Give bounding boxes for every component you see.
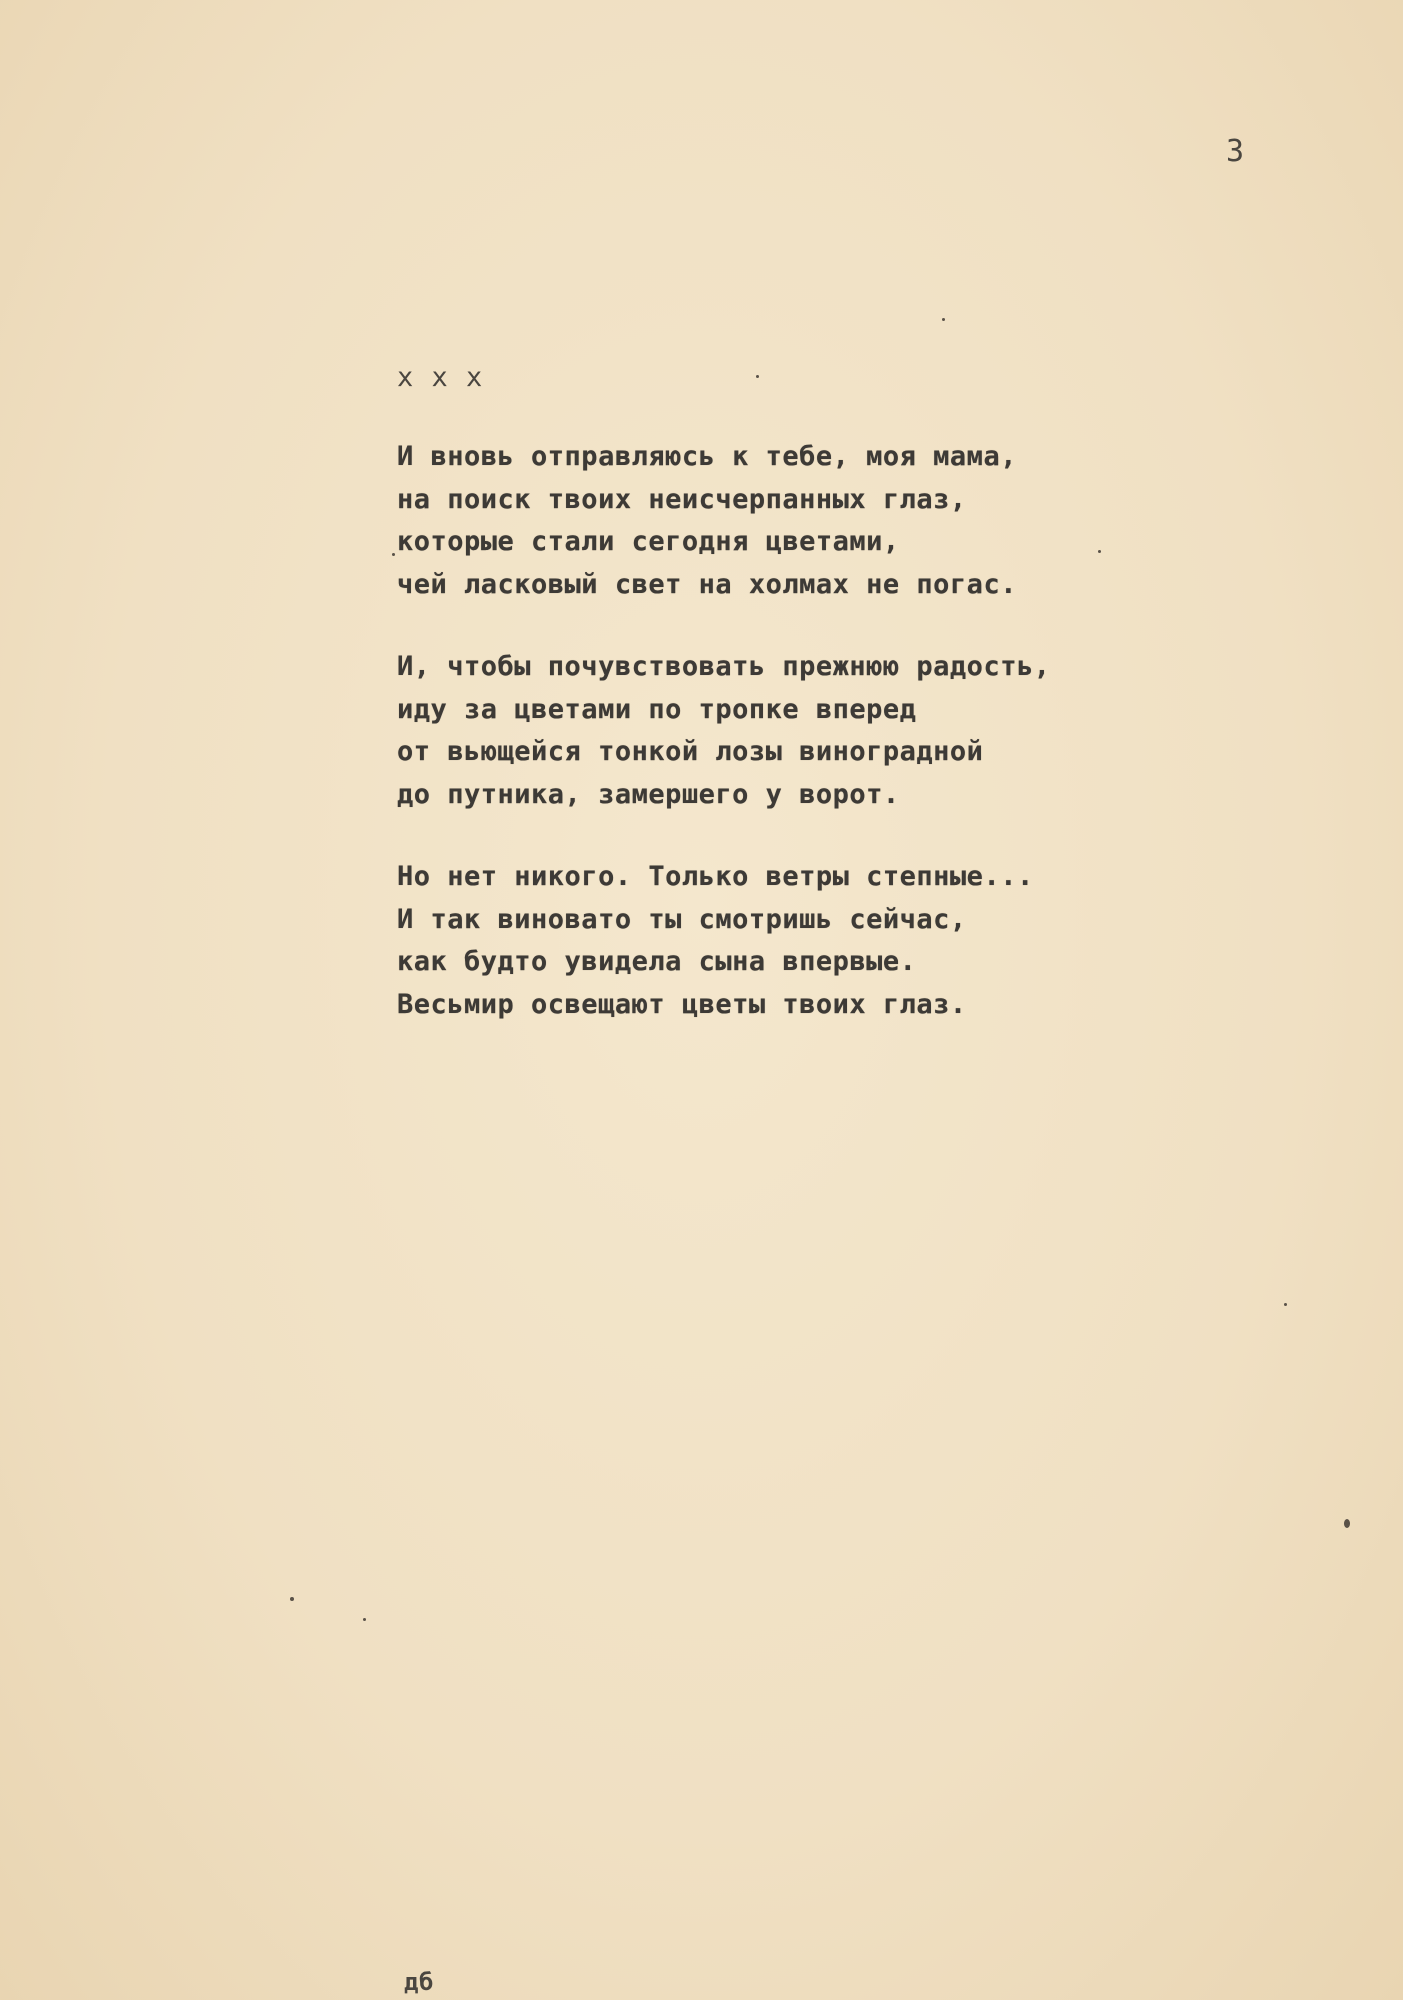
poem-line: чей ласковый свет на холмах не погас. [397,568,1017,600]
paper-speck [363,1618,366,1621]
paper-speck [1284,1303,1287,1306]
poem-title-mark: x x x [397,362,484,393]
poem-line: иду за цветами по тропке вперед [397,693,917,725]
poem-line: которые стали сегодня цветами, [397,526,900,557]
poem-line: Но нет никого. Только ветры степные... [397,861,1034,892]
paper-speck [1098,550,1101,553]
poem-line: от вьющейся тонкой лозы виноградной [397,736,984,767]
page-number: 3 [1226,134,1245,169]
footer-mark: дб [404,1968,434,1996]
stanza [397,646,1197,816]
poem-line: как будто увидела сына впервые. [397,946,917,977]
paper-speck [392,553,395,556]
poem-line: на поиск твоих неисчерпанных глаз, [397,483,967,515]
stanza [397,436,1197,606]
poem-body [397,436,1197,1066]
paper-speck [1344,1519,1350,1528]
poem-line: Весьмир освещают цветы твоих глаз. [397,988,967,1020]
poem-line: до путника, замершего у ворот. [397,778,900,810]
paper-speck [942,318,945,321]
poem-line: И вновь отправляюсь к тебе, моя мама, [397,441,1017,472]
poem-line: И, чтобы почувствовать прежнюю радость, [397,651,1051,682]
paper-speck [290,1597,294,1601]
paper-speck [756,375,759,378]
stanza [397,856,1197,1026]
poem-line: И так виновато ты смотришь сейчас, [397,903,967,935]
